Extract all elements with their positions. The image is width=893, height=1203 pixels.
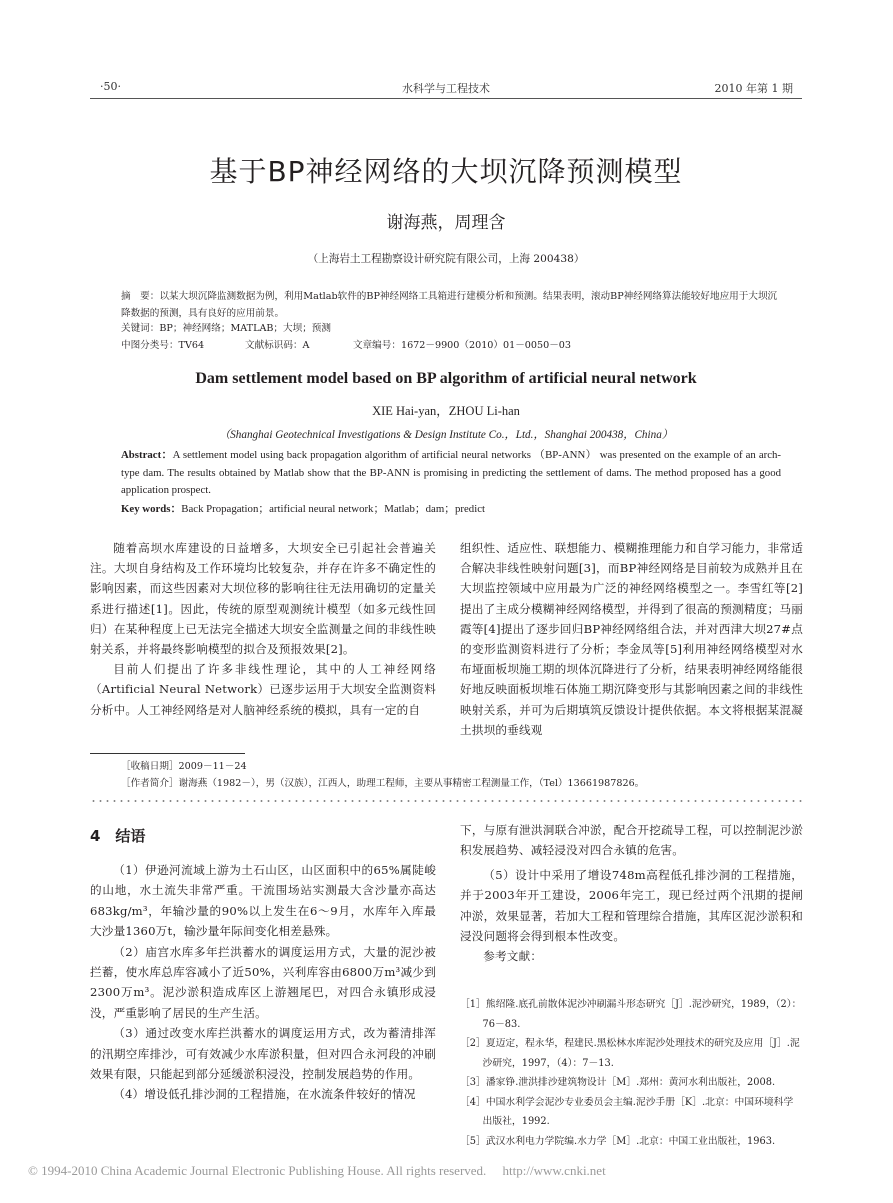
page-number: ·50· (100, 80, 121, 93)
reference-list (460, 995, 803, 1151)
keywords-cn: 关键词：BP；神经网络；MATLAB；大坝；预测 (121, 323, 331, 334)
references-label: 参考文献： (483, 949, 543, 964)
conclusion-left-column (90, 860, 436, 1105)
section-4-heading: 4 结语 (90, 827, 146, 845)
reference-item: ［3］潘家铮.泄洪排沙建筑物设计［M］.郑州：黄河水利出版社，2008. (460, 1077, 776, 1088)
abstract-en-label: Abstract： (121, 449, 173, 461)
section-divider (90, 800, 802, 802)
reference-item: ［1］熊绍隆.底孔前散体泥沙冲刷漏斗形态研究［J］.泥沙研究，1989，（2）：76－83. (460, 999, 802, 1030)
title-en: Dam settlement model based on BP algorithm of artificial neural network (195, 370, 697, 387)
intro-paragraph: 组织性、适应性、联想能力、模糊推理能力和自学习能力，非常适合解决非线性映射问题[3]，而BP神经网络是目前较为成熟并且在大坝监控领域中应用最为广泛的神经网络模型之一。李雪红等[2]提出了主成分模糊神经网络模型，并得到了很高的预测精度；马丽霞等[4]提出了逐步回归BP神经网络组合法，并对西津大坝27#点的变形监测资料进行了分析；李金凤等[5]利用神经网络模型对水布垭面板坝施工期的坝体沉降进行了分析，结果表明神经网络能很好地反映面板坝堆石体施工期沉降变形与其影响因素之间的非线性映射关系，并可为后期填筑反馈设计提供依据。本文将根据某混凝土拱坝的垂线观 (460, 541, 803, 737)
footnote-rule (90, 753, 245, 754)
abstract-cn-text: 以某大坝沉降监测数据为例，利用Matlab软件的BP神经网络工具箱进行建模分析和预测。结果表明，滚动BP神经网络算法能较好地应用于大坝沉降数据的预测，具有良好的应用前景。 (121, 291, 778, 319)
journal-name: 水科学与工程技术 (402, 82, 490, 95)
issue-info: 2010 年第 1 期 (714, 82, 793, 95)
authors-en: XIE Hai-yan，ZHOU Li-han (372, 404, 520, 418)
title-cn: 基于BP神经网络的大坝沉降预测模型 (209, 155, 683, 188)
keywords-en-label: Key words： (121, 503, 182, 515)
abstract-en-text: A settlement model using back propagation algorithm of artificial neural networks （BP-ANN） was presented on the example of an arch-type dam. The results obtained by Matlab show that the BP-ANN is promising in predicting the settlement of dams. The method proposed has a good application prospect. (121, 449, 782, 496)
reference-item: ［5］武汉水利电力学院编.水力学［M］.北京：中国工业出版社，1963. (460, 1135, 776, 1147)
intro-left-column (90, 538, 436, 720)
affiliation-en: （Shanghai Geotechnical Investigations & Design Institute Co.，Ltd.，Shanghai 200438，China） (218, 429, 673, 441)
reference-item: ［4］中国水利学会泥沙专业委员会主编.泥沙手册［K］.北京：中国环境科学出版社，1992. (460, 1096, 794, 1127)
conclusion-paragraph: （5）设计中采用了增设748m高程低孔排沙洞的工程措施，并于2003年开工建设，2006年完工，现已经过两个汛期的提闸冲淤，效果显著，若加大工程和管理综合措施，其库区泥沙淤积和浸没问题将会得到根本性改变。 (460, 867, 803, 944)
header-rule (90, 98, 802, 99)
intro-paragraph: 随着高坝水库建设的日益增多，大坝安全已引起社会普遍关注。大坝自身结构及工作环境均比较复杂，并存在许多不确定性的影响因素，而这些因素对大坝位移的影响往往无法用确切的定量关系进行描述[1]。因此，传统的原型观测统计模型（如多元线性回归）在某种程度上已无法完全描述大坝安全监测量之间的非线性映射关系，并将最终影响模型的拟合及预报效果[2]。 (90, 541, 436, 657)
conclusion-paragraph: 下，与原有泄洪洞联合冲淤，配合开挖疏导工程，可以控制泥沙淤积发展趋势、减轻浸没对四合永镇的危害。 (460, 823, 803, 858)
conclusion-right-column (460, 820, 803, 967)
received-date: ［收稿日期］2009－11－24 (121, 761, 247, 772)
conclusion-paragraph: （1）伊逊河流域上游为土石山区，山区面积中的65%属陡峻的山地，水土流失非常严重。干流围场站实测最大含沙量亦高达683kg/m³，年输沙量的90%以上发生在6～9月，水库年入库最大沙量1360万t，输沙量年际间变化相差悬殊。 (90, 863, 436, 939)
affiliation-cn: （上海岩土工程勘察设计研究院有限公司，上海 200438） (307, 253, 585, 265)
intro-paragraph: 目前人们提出了许多非线性理论，其中的人工神经网络（Artificial Neural Network）已逐步运用于大坝安全监测资料分析中。人工神经网络是对人脑神经系统的模拟，具有一定的自 (90, 662, 436, 717)
conclusion-paragraph: （3）通过改变水库拦洪蓄水的调度运用方式，改为蓄清排浑的汛期空库排沙，可有效减少水库淤积量，但对四合永河段的冲刷效果有限，只能起到部分延缓淤积浸没，控制发展趋势的作用。 (90, 1026, 436, 1082)
conclusion-paragraph: （4）增设低孔排沙洞的工程措施，在水流条件较好的情况 (113, 1087, 416, 1102)
article-number: 文章编号：1672－9900（2010）01－0050－03 (353, 340, 572, 351)
abstract-cn-label: 摘 要： (121, 291, 160, 302)
document-code: 文献标识码：A (245, 340, 310, 351)
author-bio: ［作者简介］谢海燕（1982－），男（汉族），江西人，助理工程师，主要从事精密工程测量工作，（Tel）13661987826。 (121, 778, 645, 789)
clc-number: 中图分类号：TV64 (121, 340, 205, 351)
authors-cn: 谢海燕，周理含 (386, 213, 506, 233)
copyright-notice: © 1994-2010 China Academic Journal Electronic Publishing House. All rights reserved. http://www.cnki.net (28, 1163, 606, 1178)
keywords-en (121, 501, 781, 516)
intro-right-column (460, 538, 803, 740)
abstract-en (121, 447, 781, 500)
reference-item: ［2］夏迈定，程永华，程建民.黑松林水库泥沙处理技术的研究及应用［J］.泥沙研究，1997，（4）：7－13. (460, 1038, 800, 1069)
conclusion-paragraph: （2）庙宫水库多年拦洪蓄水的调度运用方式，大量的泥沙被拦蓄，使水库总库容减小了近50%，兴利库容由6800万m³减少到2300万m³。泥沙淤积造成库区上游翘尾巴，对四合永镇形成浸没，严重影响了居民的生产生活。 (90, 944, 436, 1020)
abstract-cn (121, 288, 781, 322)
keywords-en-text: Back Propagation；artificial neural network；Matlab；dam；predict (181, 503, 485, 515)
